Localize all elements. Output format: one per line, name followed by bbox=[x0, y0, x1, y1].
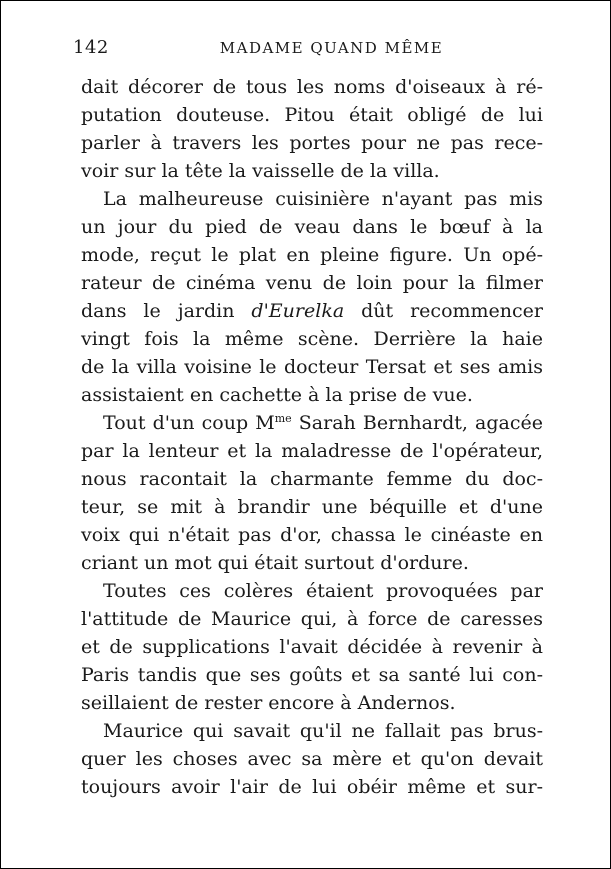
page-number: 142 bbox=[73, 37, 109, 58]
text-line: et de supplications l'avait décidée à revenir à bbox=[81, 636, 543, 658]
text-line: teur, se mit à brandir une béquille et d'une bbox=[81, 496, 543, 518]
villa-name-italic: d'Eurelka bbox=[251, 300, 345, 322]
superscript-abbreviation: me bbox=[274, 412, 292, 425]
text-line-madame bbox=[81, 409, 543, 437]
text-line: criant un mot qui était surtout d'ordure. bbox=[81, 552, 469, 574]
paragraph-2 bbox=[81, 185, 543, 409]
text-line: Paris tandis que ses goûts et sa santé lui con- bbox=[81, 664, 543, 686]
text-line: voix qui n'était pas d'or, chassa le cinéaste en bbox=[81, 524, 543, 546]
page-header bbox=[73, 37, 540, 61]
text-line: vingt fois la même scène. Derrière la haie bbox=[81, 328, 543, 350]
text-fragment: Sarah Bernhardt, agacée bbox=[291, 412, 543, 434]
text-line: mode, reçut le plat en pleine figure. Un opé- bbox=[81, 244, 543, 266]
text-line: assistaient en cachette à la prise de vue. bbox=[81, 384, 473, 406]
running-title: MADAME QUAND MÊME bbox=[219, 39, 444, 57]
text-fragment: Tout d'un coup M bbox=[103, 412, 275, 434]
text-fragment: dans le jardin bbox=[81, 300, 252, 322]
text-line: toujours avoir l'air de lui obéir même et sur- bbox=[81, 776, 543, 798]
text-line: dait décorer de tous les noms d'oiseaux à ré- bbox=[81, 76, 543, 98]
text-line: voir sur la tête la vaisselle de la villa. bbox=[81, 160, 440, 182]
body-text bbox=[81, 73, 543, 801]
text-fragment: dût recommencer bbox=[344, 300, 543, 322]
text-line: putation douteuse. Pitou était obligé de lui bbox=[81, 104, 543, 126]
text-line: parler à travers les portes pour ne pas rece- bbox=[81, 132, 543, 154]
text-line: rateur de cinéma venu de loin pour la filmer bbox=[81, 272, 543, 294]
text-line: nous racontait la charmante femme du doc- bbox=[81, 468, 543, 490]
text-line-eureka bbox=[81, 297, 543, 325]
paragraph-4 bbox=[81, 577, 543, 717]
text-line: de la villa voisine le docteur Tersat et ses amis bbox=[81, 356, 543, 378]
paragraph-3 bbox=[81, 409, 543, 577]
text-line: La malheureuse cuisinière n'ayant pas mis bbox=[103, 188, 543, 210]
text-line: Toutes ces colères étaient provoquées par bbox=[103, 580, 543, 602]
text-line: l'attitude de Maurice qui, à force de caresses bbox=[81, 608, 543, 630]
paragraph-5 bbox=[81, 717, 543, 801]
text-line: seillaient de rester encore à Andernos. bbox=[81, 692, 456, 714]
text-line: quer les choses avec sa mère et qu'on devait bbox=[81, 748, 543, 770]
paragraph-1 bbox=[81, 73, 543, 185]
text-line: un jour du pied de veau dans le bœuf à la bbox=[81, 216, 543, 238]
text-line: par la lenteur et la maladresse de l'opérateur, bbox=[81, 440, 543, 462]
text-line: Maurice qui savait qu'il ne fallait pas brus- bbox=[103, 720, 543, 742]
